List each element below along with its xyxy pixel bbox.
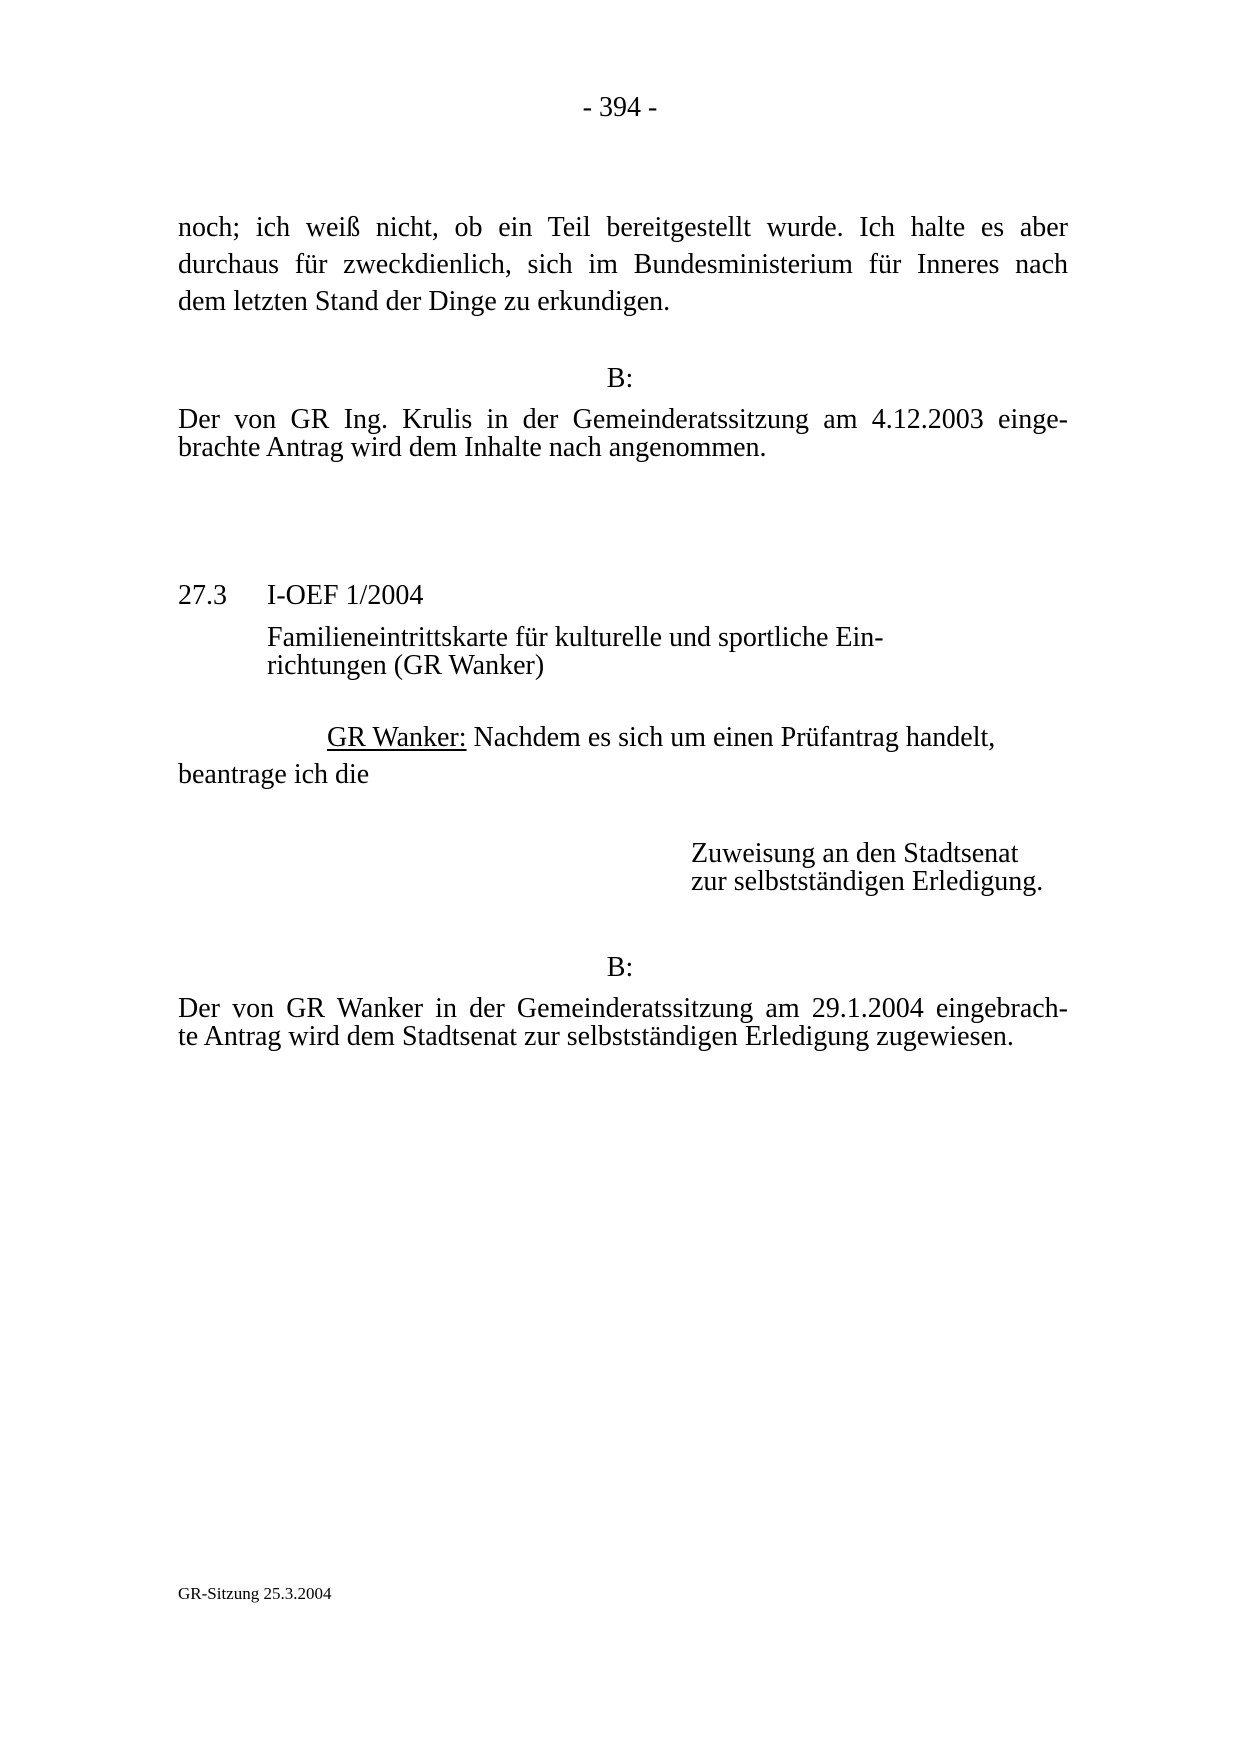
resolution-line: te Antrag wird dem Stadtsenat zur selbstständigen Erledigung zugewiesen. — [178, 1021, 1014, 1052]
motion-line: zur selbstständigen Erledigung. — [691, 866, 1044, 897]
page-footer: GR-Sitzung 25.3.2004 — [178, 1584, 332, 1603]
speech-text: Nachdem es sich um einen Prüfantrag handelt, — [466, 722, 996, 753]
paragraph-line: dem letzten Stand der Dinge zu erkundigen. — [178, 286, 671, 317]
item-number: 27.3 — [178, 580, 227, 611]
resolution-line: Der von GR Wanker in der Gemeinderatssitzung am 29.1.2004 eingebrach- — [178, 993, 1068, 1024]
paragraph-line: noch; ich weiß nicht, ob ein Teil bereitgestellt wurde. Ich halte es aber — [178, 212, 1068, 243]
speaker-name: GR Wanker: — [327, 722, 467, 753]
paragraph-line: durchaus für zweckdienlich, sich im Bundesministerium für Inneres nach — [178, 249, 1068, 280]
item-title-line: richtungen (GR Wanker) — [267, 650, 545, 681]
speech-continuation: beantrage ich die — [178, 759, 370, 790]
resolution-label: B: — [606, 952, 634, 983]
resolution-line: brachte Antrag wird dem Inhalte nach angenommen. — [178, 432, 767, 463]
item-title-line: Familieneintrittskarte für kulturelle und sportliche Ein- — [267, 622, 884, 653]
item-code: I-OEF 1/2004 — [267, 580, 424, 611]
page-number: - 394 - — [582, 92, 658, 123]
resolution-label: B: — [606, 363, 634, 394]
speech-line — [327, 719, 995, 756]
resolution-line: Der von GR Ing. Krulis in der Gemeinderatssitzung am 4.12.2003 einge- — [178, 404, 1068, 435]
motion-line: Zuweisung an den Stadtsenat — [691, 838, 1019, 869]
